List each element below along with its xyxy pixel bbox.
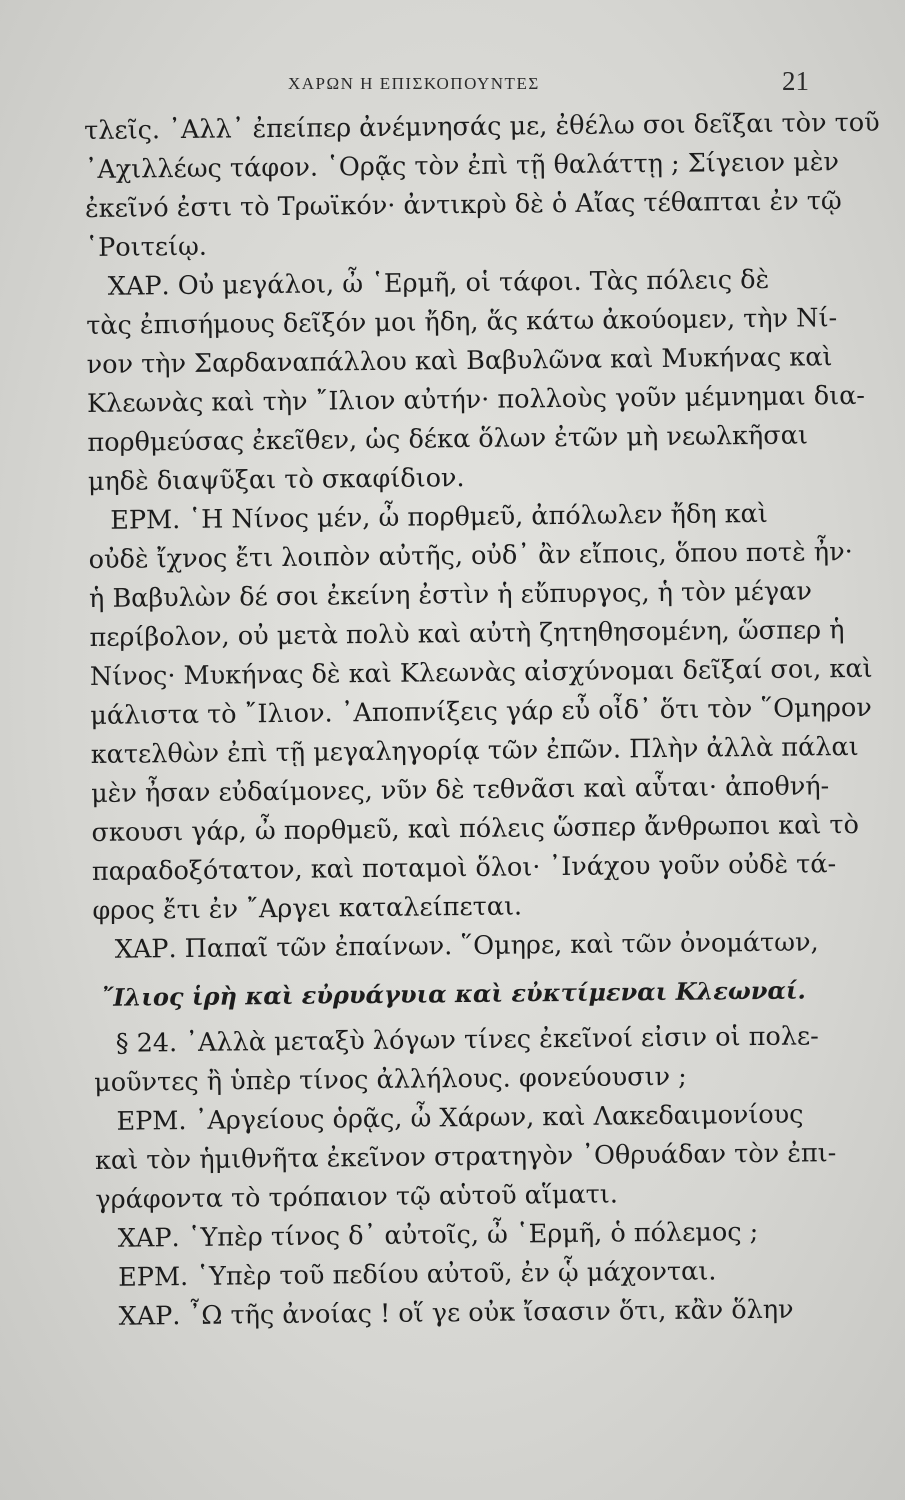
speaker-line: ΧΑΡ. ῾Υπὲρ τίνος δ᾿ αὐτοῖς, ὦ ῾Ερμῆ, ὁ πόλεμος ; [117, 1217, 759, 1254]
text-line: τλεῖς. ᾿Αλλ᾿ ἐπείπερ ἀνέμνησάς με, ἐθέλω σοι δεῖξαι τὸν τοῦ [84, 107, 880, 146]
text-line: νον τὴν Σαρδαναπάλλου καὶ Βαβυλῶνα καὶ Μυκήνας καὶ [86, 342, 833, 380]
running-head [0, 66, 905, 96]
text-line: μὲν ἦσαν εὐδαίμονες, νῦν δὲ τεθνᾶσι καὶ αὗται· ἀποθνή- [90, 771, 830, 809]
text-line: μάλιστα τὸ ῎Ιλιον. ᾿Αποπνίξεις γάρ εὖ οἶδ᾿ ὅτι τὸν ῞Ομηρον [90, 692, 872, 731]
speaker-line: ΕΡΜ. ῾Υπὲρ τοῦ πεδίου αὐτοῦ, ἐν ᾧ μάχονται. [118, 1256, 717, 1293]
section-line: § 24. ᾿Αλλὰ μεταξὺ λόγων τίνες ἐκεῖνοί εἰσιν οἱ πολε- [115, 1021, 819, 1059]
text-line: ᾿Αχιλλέως τάφον. ῾Ορᾷς τὸν ἐπὶ τῇ θαλάττῃ ; Σίγειον μὲν [84, 147, 840, 185]
speaker-line: ΧΑΡ. ῏Ω τῆς ἀνοίας ! οἵ γε οὐκ ἴσασιν ὅτι, κἂν ὅλην [118, 1294, 794, 1332]
text-line: σκουσι γάρ, ὦ πορθμεῦ, καὶ πόλεις ὥσπερ ἄνθρωποι καὶ τὸ [91, 809, 860, 848]
body-text [84, 104, 880, 1337]
text-line: κατελθὼν ἐπὶ τῇ μεγαληγορίᾳ τῶν ἐπῶν. Πλὴν ἀλλὰ πάλαι [90, 731, 859, 770]
text-line: ῾Ροιτείῳ. [85, 231, 208, 263]
text-line: οὐδὲ ἴχνος ἔτι λοιπὸν αὐτῆς, οὐδ᾿ ἂν εἴποις, ὅπου ποτὲ ἦν· [88, 536, 853, 575]
text-line: πορθμεύσας ἐκεῖθεν, ὡς δέκα ὅλων ἐτῶν μὴ νεωλκῆσαι [87, 420, 809, 458]
page-number: 21 [782, 66, 809, 96]
speaker-line: ΕΡΜ. ῾Η Νίνος μέν, ὦ πορθμεῦ, ἀπόλωλεν ἤδη καὶ [110, 498, 768, 536]
text-line: μοῦντες ἢ ὑπὲρ τίνος ἀλλήλους. φονεύουσιν ; [94, 1061, 687, 1098]
running-title: ΧΑΡΩΝ Η ΕΠΙΣΚΟΠΟΥΝΤΕΣ [288, 74, 540, 93]
text-line: ἐκεῖνό ἐστι τὸ Τρωϊκόν· ἀντικρὺ δὲ ὁ Αἴας τέθαπται ἐν τῷ [84, 186, 842, 224]
text-line: τὰς ἐπισήμους δεῖξόν μοι ἤδη, ἅς κάτω ἀκούομεν, τὴν Νί- [86, 303, 838, 341]
text-line: παραδοξότατον, καὶ ποταμοὶ ὅλοι· ᾿Ινάχου γοῦν οὐδὲ τά- [91, 849, 837, 887]
speaker-line: ΕΡΜ. ᾿Αργείους ὁρᾷς, ὦ Χάρων, καὶ Λακεδαιμονίους [116, 1099, 804, 1137]
text-line: Νίνος· Μυκήνας δὲ καὶ Κλεωνὰς αἰσχύνομαι δεῖξαί σοι, καὶ [89, 653, 873, 692]
text-line: περίβολον, οὐ μετὰ πολὺ καὶ αὐτὴ ζητηθησομένη, ὥσπερ ἡ [89, 615, 845, 653]
text-line: ἡ Βαβυλὼν δέ σοι ἐκείνη ἐστὶν ἡ εὔπυργος, ἡ τὸν μέγαν [88, 576, 813, 614]
homeric-quote-line: ῎Ιλιος ἱρὴ καὶ εὐρυάγυια καὶ εὐκτίμεναι Κλεωναί. [101, 975, 806, 1012]
speaker-line: ΧΑΡ. Οὐ μεγάλοι, ὦ ῾Ερμῆ, οἱ τάφοι. Τὰς πόλεις δὲ [107, 264, 770, 302]
text-line: καὶ τὸν ἡμιθνῆτα ἐκεῖνον στρατηγὸν ᾿Οθρυάδαν τὸν ἐπι- [94, 1138, 837, 1176]
text-line: γράφοντα τὸ τρόπαιον τῷ αὑτοῦ αἵματι. [95, 1179, 619, 1215]
speaker-line: ΧΑΡ. Παπαῖ τῶν ἐπαίνων. ῞Ομηρε, καὶ τῶν ὀνομάτων, [114, 927, 819, 965]
text-line: μηδὲ διαψῦξαι τὸ σκαφίδιον. [87, 463, 465, 497]
text-line: Κλεωνὰς καὶ τὴν ῎Ιλιον αὐτήν· πολλοὺς γοῦν μέμνημαι δια- [86, 380, 866, 419]
text-line: φρος ἔτι ἐν ῎Αργει καταλείπεται. [92, 891, 523, 926]
